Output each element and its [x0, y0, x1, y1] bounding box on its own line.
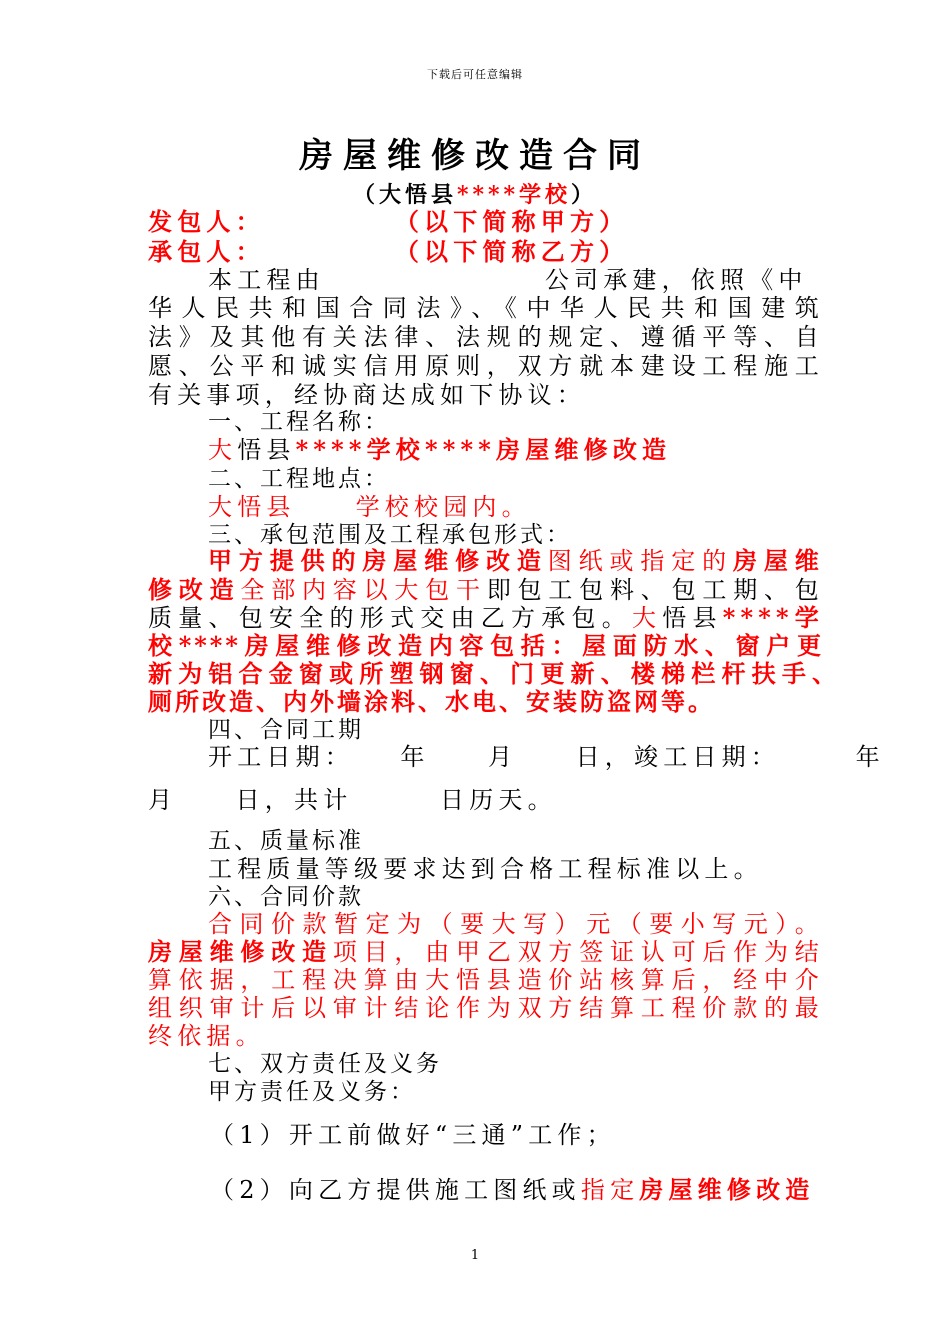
s3-l3b: 大 [632, 604, 663, 632]
section-3-line-3 [148, 604, 824, 632]
intro-line-3: 法》及其他有关法律、法规的规定、遵循平等、自 [148, 323, 824, 351]
s2-part-1: 大悟县 [208, 493, 296, 521]
section-3-line-6: 厕所改造、内外墙涂料、水电、安装防盗网等。 [148, 687, 715, 716]
intro-line-2: 华人民共和国合同法》、《中华人民共和国建筑 [148, 294, 824, 322]
section-4-line-2: 月 日，共计 日历天。 [148, 786, 557, 814]
section-5-line-1: 工程质量等级要求达到合格工程标准以上。 [208, 855, 763, 883]
section-6-heading: 六、合同价款 [208, 884, 364, 910]
intro-line-4: 愿、公平和诚实信用原则，双方就本建设工程施工 [148, 352, 824, 380]
section-6-line-4: 组织审计后以审计结论作为双方结算工程价款的最 [148, 994, 824, 1022]
s3-l1c: 房屋维 [733, 546, 824, 575]
section-7-item-2 [210, 1176, 824, 1204]
s2-part-2: 学校校园内。 [355, 493, 531, 521]
section-7-subheading: 甲方责任及义务： [208, 1079, 416, 1105]
s3-l3d: ****学 [722, 603, 825, 632]
section-7-heading: 七、双方责任及义务 [208, 1051, 442, 1077]
party-b-label: 承包人： [148, 237, 265, 266]
subtitle-school: 学校 [519, 182, 572, 208]
s3-l2a: 修改造 [148, 575, 241, 604]
subtitle-open: （ [352, 182, 379, 208]
s1-project-name: ****学校****房屋维修改造 [295, 435, 672, 464]
header-note: 下载后可任意编辑 [427, 68, 523, 81]
s3-l2b: 全部内容以大包干 [240, 576, 487, 604]
s3-l3c: 悟县 [662, 604, 723, 632]
section-3-heading: 三、承包范围及工程承包形式： [208, 522, 572, 548]
section-3-line-2 [148, 576, 824, 604]
party-a-label: 发包人： [148, 207, 265, 236]
s7-item2b: 指定 [580, 1176, 640, 1204]
intro-line-1 [208, 266, 824, 294]
section-6-line-5: 终依据。 [148, 1022, 265, 1050]
section-3-line-5: 新为铝合金窗或所塑钢窗、门更新、楼梯栏杆扶手、 [148, 659, 838, 688]
intro-line-1a: 本工程由 [208, 266, 325, 294]
page-number: 1 [470, 1248, 480, 1263]
section-4-heading: 四、合同工期 [208, 717, 364, 743]
party-a-suffix: （以下简称甲方） [394, 207, 629, 236]
s3-l1b: 图纸或指定的 [547, 547, 734, 575]
section-3-line-4: 校****房屋维修改造内容包括：屋面防水、窗户更 [148, 631, 824, 660]
s6-l2b: 项目，由甲乙双方签证认可后作为结 [332, 938, 825, 966]
s1-rest: 悟县 [237, 436, 296, 464]
section-3-line-1 [208, 547, 824, 575]
subtitle-close: ） [571, 182, 598, 208]
s3-l1a: 甲方提供的房屋维修改造 [208, 546, 548, 575]
section-1-heading: 一、工程名称： [208, 409, 390, 435]
s6-l2a: 房屋维修改造 [148, 937, 333, 966]
section-6-line-3: 算依据，工程决算由大悟县造价站核算后，经中介 [148, 966, 824, 994]
section-2-heading: 二、工程地点： [208, 466, 390, 492]
s3-l2c: 即包工包料、包工期、包 [486, 576, 825, 604]
section-2-line [208, 493, 884, 521]
s7-item2a: （2）向乙方提供施工图纸或 [210, 1176, 581, 1204]
section-1-line [208, 436, 884, 464]
document-subtitle [0, 178, 950, 209]
section-6-line-2 [148, 938, 824, 966]
s1-da: 大 [208, 436, 238, 464]
section-4-line-1: 开工日期： 年 月 日，竣工日期： 年 [208, 743, 885, 771]
subtitle-stars: **** [456, 182, 520, 208]
section-5-heading: 五、质量标准 [208, 828, 364, 854]
s3-l3a: 质量、包安全的形式交由乙方承包。 [148, 604, 632, 632]
party-a-line [148, 208, 824, 236]
party-b-line [148, 238, 824, 266]
party-b-suffix: （以下简称乙方） [394, 237, 629, 266]
section-7-item-1: （1）开工前做好“三通”工作； [210, 1121, 616, 1149]
section-6-line-1: 合同价款暂定为（要大写）元（要小写元）。 [208, 910, 824, 938]
intro-line-5: 有关事项，经协商达成如下协议： [148, 381, 586, 409]
intro-line-1b: 公司承建，依照《中 [544, 266, 808, 294]
document-title: 房屋维修改造合同 [299, 136, 651, 176]
subtitle-county: 大悟县 [378, 182, 457, 208]
s7-item2c: 房屋维修改造 [639, 1175, 815, 1204]
